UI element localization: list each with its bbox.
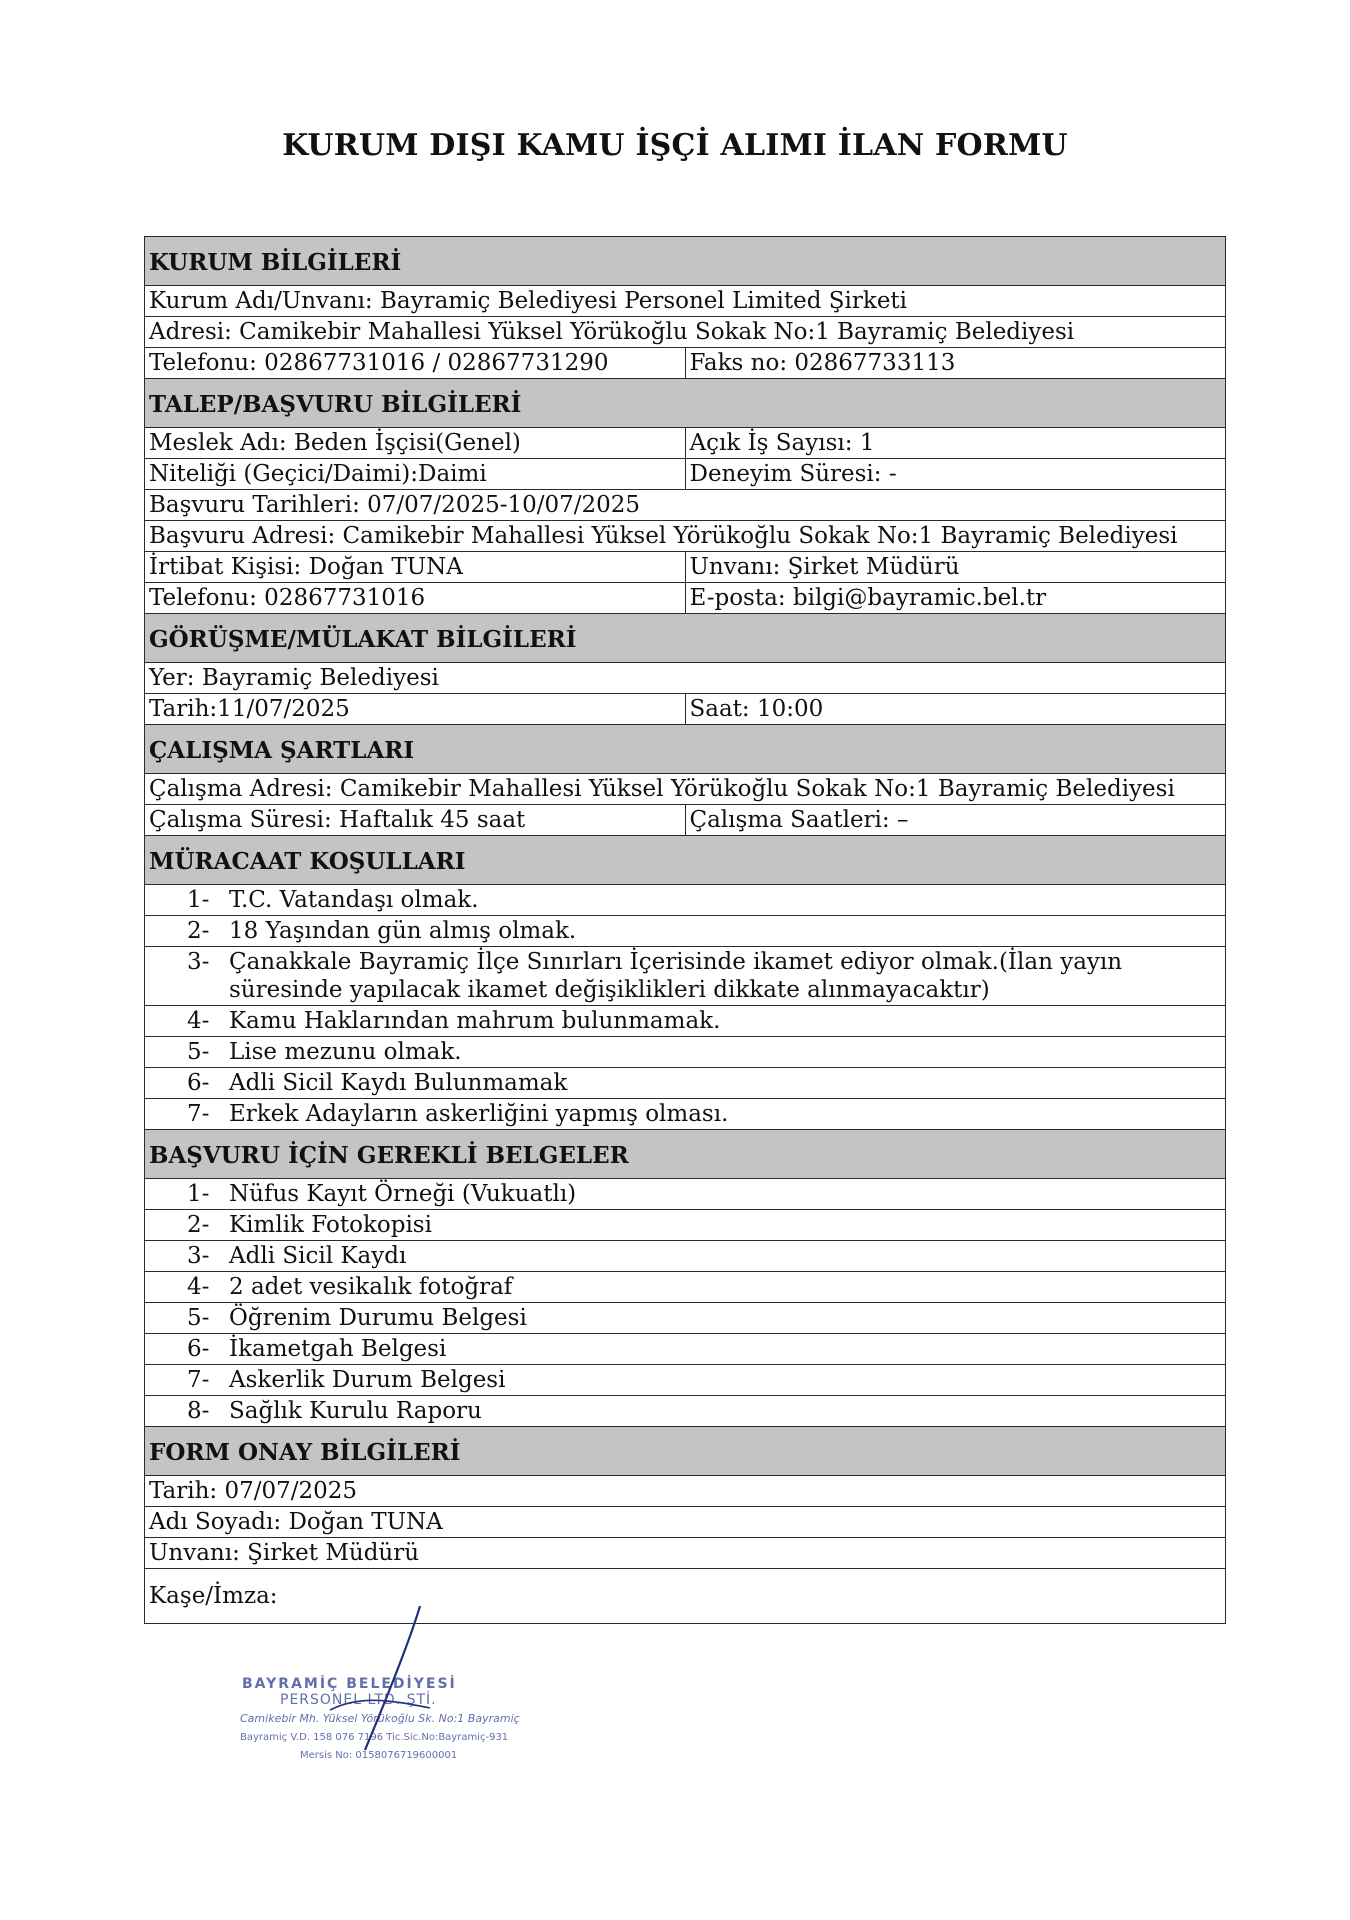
stamp-line: BAYRAMİÇ BELEDİYESİ <box>242 1676 457 1692</box>
row-talep-telefon <box>145 583 1226 614</box>
onay-tarih: Tarih: 07/07/2025 <box>145 1476 1226 1507</box>
row-gorusme-yer <box>145 663 1226 694</box>
list-item <box>145 1179 1226 1210</box>
row-gorusme-tarih <box>145 694 1226 725</box>
meslek-adi: Meslek Adı: Beden İşçisi(Genel) <box>145 428 686 459</box>
section-talep-header <box>145 379 1226 428</box>
irtibat-kisisi: İrtibat Kişisi: Doğan TUNA <box>145 552 686 583</box>
list-item <box>145 1006 1226 1037</box>
row-calisma-adresi <box>145 774 1226 805</box>
item-number: 3- <box>187 1243 210 1269</box>
list-item <box>145 1272 1226 1303</box>
section-muracaat-header <box>145 836 1226 885</box>
item-number: 4- <box>187 1008 210 1034</box>
calisma-saatleri: Çalışma Saatleri: – <box>685 805 1226 836</box>
item-text: 18 Yaşından gün almış olmak. <box>229 918 577 944</box>
niteligi: Niteliği (Geçici/Daimi):Daimi <box>145 459 686 490</box>
section-gorusme-header <box>145 614 1226 663</box>
list-item <box>145 1396 1226 1427</box>
section-title: KURUM BİLGİLERİ <box>145 237 1226 286</box>
item-text: Nüfus Kayıt Örneği (Vukuatlı) <box>229 1181 577 1207</box>
calisma-suresi: Çalışma Süresi: Haftalık 45 saat <box>145 805 686 836</box>
row-irtibat <box>145 552 1226 583</box>
item-number: 7- <box>187 1101 210 1127</box>
item-text: Adli Sicil Kaydı Bulunmamak <box>229 1070 568 1096</box>
list-item <box>145 1241 1226 1272</box>
row-onay-adi <box>145 1507 1226 1538</box>
page-title: KURUM DIŞI KAMU İŞÇİ ALIMI İLAN FORMU <box>282 128 1068 163</box>
list-item <box>145 1210 1226 1241</box>
talep-eposta: E-posta: bilgi@bayramic.bel.tr <box>685 583 1226 614</box>
section-title: BAŞVURU İÇİN GEREKLİ BELGELER <box>145 1130 1226 1179</box>
item-number: 6- <box>187 1336 210 1362</box>
list-item <box>145 1099 1226 1130</box>
item-number: 6- <box>187 1070 210 1096</box>
row-calisma-suresi <box>145 805 1226 836</box>
list-item <box>145 885 1226 916</box>
item-text: Kimlik Fotokopisi <box>229 1212 432 1238</box>
item-number: 2- <box>187 1212 210 1238</box>
section-kurum-header <box>145 237 1226 286</box>
row-meslek <box>145 428 1226 459</box>
irtibat-unvani: Unvanı: Şirket Müdürü <box>685 552 1226 583</box>
item-text: Sağlık Kurulu Raporu <box>229 1398 482 1424</box>
row-kurum-telefon <box>145 348 1226 379</box>
row-kurum-adres <box>145 317 1226 348</box>
item-text: Askerlik Durum Belgesi <box>229 1367 506 1393</box>
calisma-adresi: Çalışma Adresi: Camikebir Mahallesi Yüksel Yörükoğlu Sokak No:1 Bayramiç Belediyesi <box>145 774 1226 805</box>
stamp-line: Camikebir Mh. Yüksel Yörükoğlu Sk. No:1 Bayramiç <box>240 1712 520 1725</box>
section-calisma-header <box>145 725 1226 774</box>
item-text: 2 adet vesikalık fotoğraf <box>229 1274 513 1300</box>
row-onay-tarih <box>145 1476 1226 1507</box>
list-item <box>145 1334 1226 1365</box>
section-title: ÇALIŞMA ŞARTLARI <box>145 725 1226 774</box>
item-text: Kamu Haklarından mahrum bulunmamak. <box>229 1008 721 1034</box>
basvuru-adresi: Başvuru Adresi: Camikebir Mahallesi Yüksel Yörükoğlu Sokak No:1 Bayramiç Belediyesi <box>145 521 1226 552</box>
job-posting-form <box>144 236 1226 1624</box>
section-title: MÜRACAAT KOŞULLARI <box>145 836 1226 885</box>
section-title: TALEP/BAŞVURU BİLGİLERİ <box>145 379 1226 428</box>
gorusme-saat: Saat: 10:00 <box>685 694 1226 725</box>
item-text: İkametgah Belgesi <box>229 1336 447 1362</box>
item-number: 1- <box>187 887 210 913</box>
signature-mark <box>270 1600 530 1760</box>
item-number: 7- <box>187 1367 210 1393</box>
item-number: 4- <box>187 1274 210 1300</box>
section-title: GÖRÜŞME/MÜLAKAT BİLGİLERİ <box>145 614 1226 663</box>
row-onay-unvan <box>145 1538 1226 1569</box>
item-text: Öğrenim Durumu Belgesi <box>229 1305 527 1331</box>
row-basvuru-tarihleri <box>145 490 1226 521</box>
company-stamp <box>220 1676 560 1792</box>
basvuru-tarihleri: Başvuru Tarihleri: 07/07/2025-10/07/2025 <box>145 490 1226 521</box>
section-onay-header <box>145 1427 1226 1476</box>
item-text: Erkek Adayların askerliğini yapmış olması. <box>229 1101 729 1127</box>
list-item <box>145 947 1226 1006</box>
row-basvuru-adresi <box>145 521 1226 552</box>
stamp-line: Mersis No: 0158076719600001 <box>300 1750 458 1761</box>
list-item <box>145 1365 1226 1396</box>
item-number: 2- <box>187 918 210 944</box>
row-kurum-adi <box>145 286 1226 317</box>
item-text: Lise mezunu olmak. <box>229 1039 462 1065</box>
stamp-line: PERSONEL LTD. ŞTİ. <box>280 1692 437 1708</box>
onay-unvani: Unvanı: Şirket Müdürü <box>145 1538 1226 1569</box>
item-number: 1- <box>187 1181 210 1207</box>
item-text: Çanakkale Bayramiç İlçe Sınırları İçerisinde ikamet ediyor olmak.(İlan yayın süresinde yapılacak ikamet değişiklikleri dikkate alınmayacaktır) <box>229 949 1123 1003</box>
gorusme-yer: Yer: Bayramiç Belediyesi <box>145 663 1226 694</box>
kurum-telefon: Telefonu: 02867731016 / 02867731290 <box>145 348 686 379</box>
item-number: 8- <box>187 1398 210 1424</box>
stamp-line: Bayramiç V.D. 158 076 7196 Tic.Sic.No:Bayramiç-931 <box>240 1732 509 1743</box>
kurum-adi: Kurum Adı/Unvanı: Bayramiç Belediyesi Personel Limited Şirketi <box>145 286 1226 317</box>
section-belgeler-header <box>145 1130 1226 1179</box>
deneyim-suresi: Deneyim Süresi: - <box>685 459 1226 490</box>
list-item <box>145 1068 1226 1099</box>
talep-telefon: Telefonu: 02867731016 <box>145 583 686 614</box>
item-number: 3- <box>187 949 210 975</box>
list-item <box>145 1303 1226 1334</box>
kase-imza-label: Kaşe/İmza: <box>145 1569 1226 1624</box>
item-number: 5- <box>187 1305 210 1331</box>
row-kase-imza <box>145 1569 1226 1624</box>
item-text: T.C. Vatandaşı olmak. <box>229 887 479 913</box>
item-number: 5- <box>187 1039 210 1065</box>
gorusme-tarih: Tarih:11/07/2025 <box>145 694 686 725</box>
acik-is-sayisi: Açık İş Sayısı: 1 <box>685 428 1226 459</box>
list-item <box>145 916 1226 947</box>
onay-adi-soyadi: Adı Soyadı: Doğan TUNA <box>145 1507 1226 1538</box>
row-nitelik <box>145 459 1226 490</box>
section-title: FORM ONAY BİLGİLERİ <box>145 1427 1226 1476</box>
list-item <box>145 1037 1226 1068</box>
item-text: Adli Sicil Kaydı <box>229 1243 407 1269</box>
kurum-adres: Adresi: Camikebir Mahallesi Yüksel Yörükoğlu Sokak No:1 Bayramiç Belediyesi <box>145 317 1226 348</box>
kurum-faks: Faks no: 02867733113 <box>685 348 1226 379</box>
